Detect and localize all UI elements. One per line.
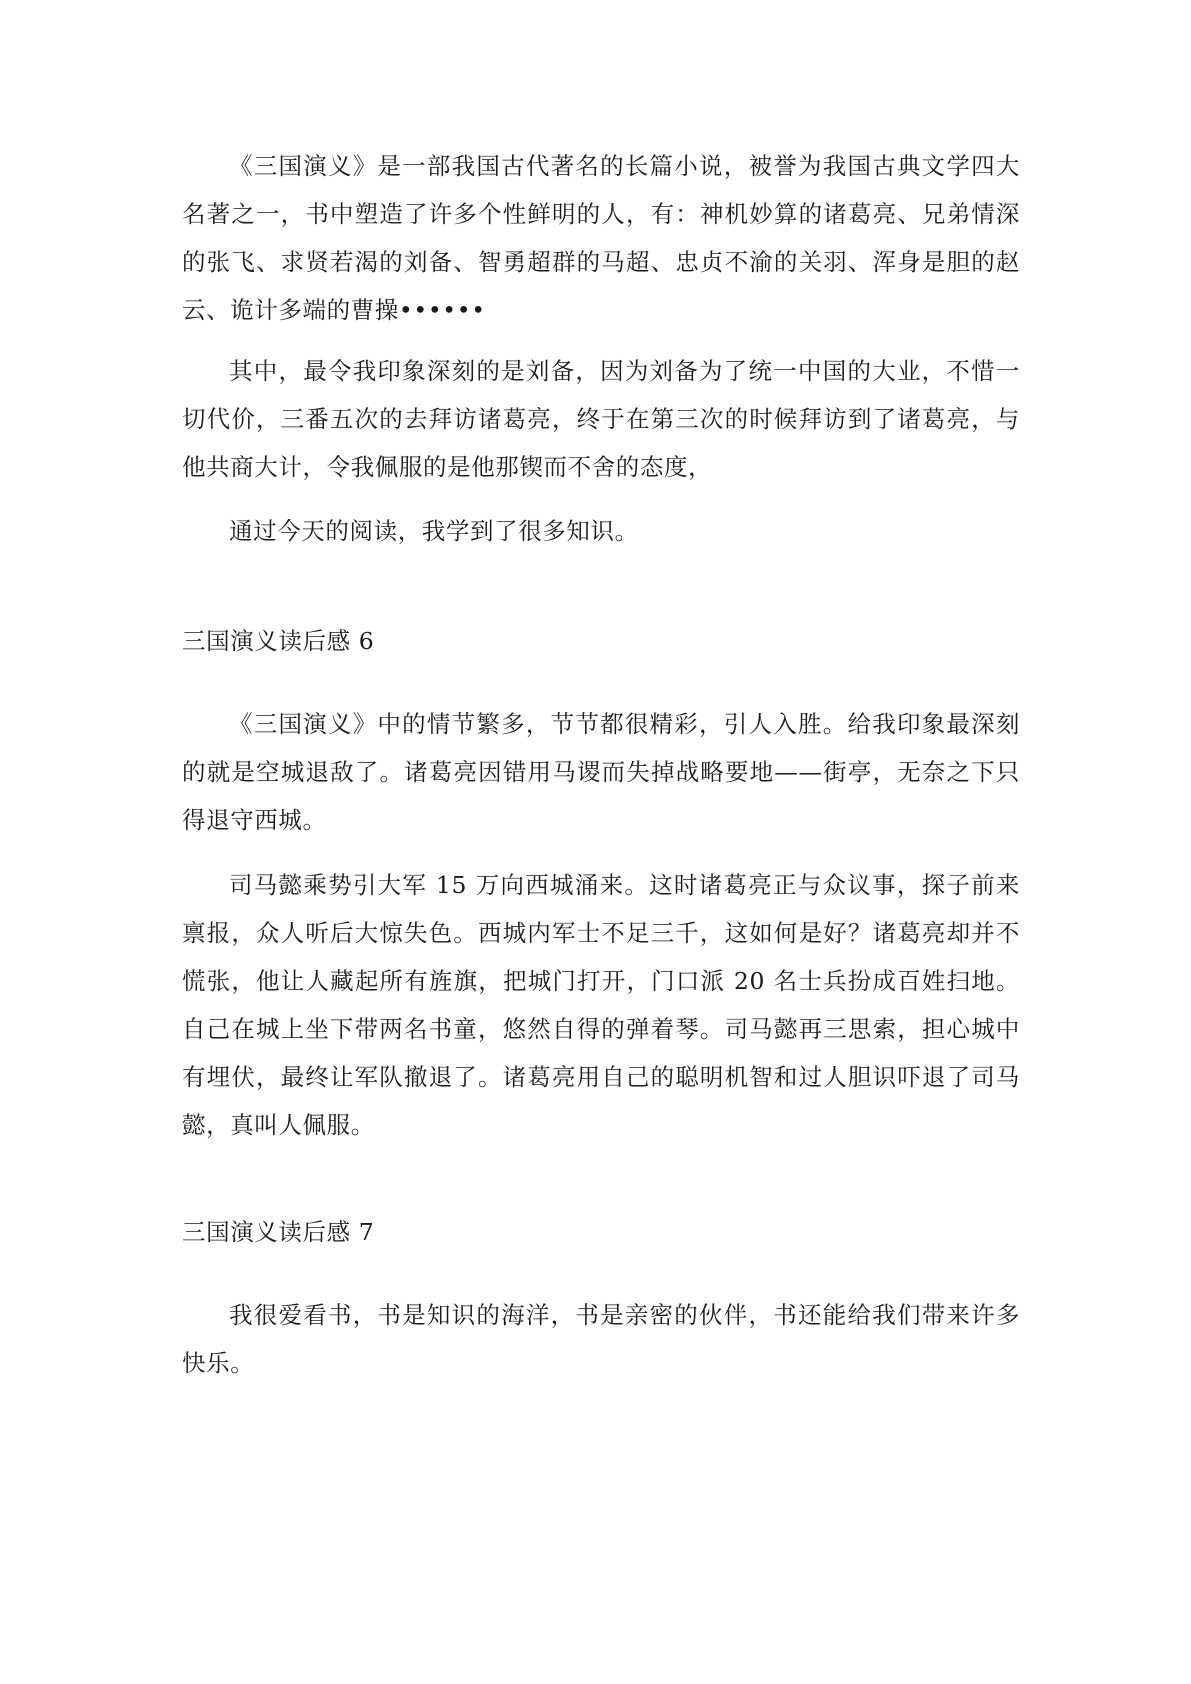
paragraph-intro: 《三国演义》是一部我国古代著名的长篇小说，被誉为我国古典文学四大名著之一，书中塑造了许多个性鲜明的人，有：神机妙算的诸葛亮、兄弟情深的张飞、求贤若渴的刘备、智勇超群的马超、忠贞不渝的关羽、浑身是胆的赵云、诡计多端的曹操••••••: [182, 152, 1020, 324]
section-heading-7: 三国演义读后感 7: [182, 1218, 375, 1246]
paragraph-empty-fort: 《三国演义》中的情节繁多，节节都很精彩，引人入胜。给我印象最深刻的就是空城退敌了。诸葛亮因错用马谡而失掉战略要地——街亭，无奈之下只得退守西城。: [182, 710, 1020, 834]
section-heading-6: 三国演义读后感 6: [182, 627, 375, 655]
paragraph-sima-yi: 司马懿乘势引大军 15 万向西城涌来。这时诸葛亮正与众议事，探子前来禀报，众人听后大惊失色。西城内军士不足三千，这如何是好？诸葛亮却并不慌张，他让人藏起所有旌旗，把城门打开，门口派 20 名士兵扮成百姓扫地。自己在城上坐下带两名书童，悠然自得的弹着琴。司马懿再三思索，担心城中有埋伏，最终让军队撤退了。诸葛亮用自己的聪明机智和过人胆识吓退了司马懿，真叫人佩服。: [182, 871, 1020, 1139]
paragraph-love-books: 我很爱看书，书是知识的海洋，书是亲密的伙伴，书还能给我们带来许多快乐。: [182, 1301, 1020, 1377]
paragraph-liu-bei: 其中，最令我印象深刻的是刘备，因为刘备为了统一中国的大业，不惜一切代价，三番五次的去拜访诸葛亮，终于在第三次的时候拜访到了诸葛亮，与他共商大计，令我佩服的是他那锲而不舍的态度，: [182, 357, 1020, 481]
paragraph-conclusion: 通过今天的阅读，我学到了很多知识。: [229, 517, 639, 545]
